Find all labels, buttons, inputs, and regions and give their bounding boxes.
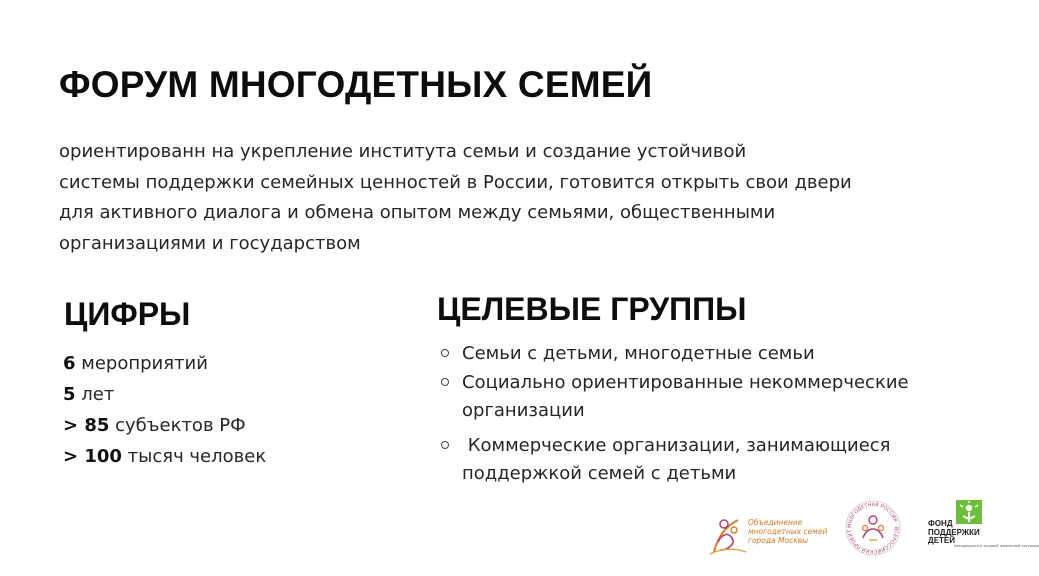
circle-bullet-icon bbox=[441, 441, 449, 449]
figures-list bbox=[63, 348, 266, 472]
logo1-line: многодетных семей bbox=[748, 527, 828, 536]
list-item bbox=[440, 340, 909, 369]
svg-text:МНОГОДЕТНАЯ РОССИЯ · ВСЕРОССИЙ bbox=[843, 498, 899, 555]
description-line: системы поддержки семейных ценностей в России, готовится открыть свои двери bbox=[59, 171, 852, 193]
family-figures-icon bbox=[708, 512, 748, 556]
forum-description bbox=[59, 137, 959, 259]
logo3-line: ФОНД bbox=[928, 519, 953, 528]
description-line: ориентированн на укрепление института семьи и создание устойчивой bbox=[59, 141, 747, 162]
figure-text: субъектов РФ bbox=[109, 415, 246, 436]
target-groups-list bbox=[440, 340, 909, 489]
figure-value: 6 bbox=[63, 353, 76, 374]
seal-ring-text: МНОГОДЕТНАЯ РОССИЯ · ВСЕРОССИЙСКИЙ ПРОЕКТ bbox=[846, 501, 900, 555]
figure-item bbox=[63, 348, 266, 379]
figure-item bbox=[63, 410, 266, 441]
logo1-caption bbox=[748, 518, 827, 545]
description-line: организациями и государством bbox=[59, 232, 361, 254]
moscow-families-union-logo bbox=[708, 512, 828, 556]
logo1-line: Объединение bbox=[748, 518, 803, 527]
figure-text: тысяч человек bbox=[121, 446, 267, 467]
figure-value: 5 bbox=[63, 384, 76, 405]
figure-text: мероприятий bbox=[75, 353, 208, 374]
list-item-text: Коммерческие организации, занимающиеся bbox=[462, 434, 891, 456]
logo3-line: ПОДДЕРЖКИ bbox=[928, 527, 980, 537]
description-line: для активного диалога и обмена опытом между семьями, общественными bbox=[59, 202, 776, 223]
page-title: ФОРУМ МНОГОДЕТНЫХ СЕМЕЙ bbox=[59, 64, 653, 105]
logo3-subcaption: находящихся в трудной жизненной ситуации bbox=[954, 544, 1039, 548]
list-item-text: организации bbox=[462, 400, 585, 421]
list-item bbox=[440, 432, 909, 489]
figure-value: > 85 bbox=[63, 415, 110, 436]
partner-logos bbox=[708, 496, 1039, 566]
list-item bbox=[440, 369, 909, 426]
logo3-line: ДЕТЕЙ bbox=[928, 536, 956, 545]
figure-text: лет bbox=[75, 384, 115, 405]
figures-heading: ЦИФРЫ bbox=[64, 296, 191, 332]
mnogodetnaya-rossiya-logo bbox=[843, 498, 903, 558]
circle-bullet-icon bbox=[441, 349, 449, 357]
logo3-caption bbox=[928, 520, 980, 546]
list-item-text: Социально ориентированные некоммерческие bbox=[462, 371, 909, 393]
logo1-line: города Москвы bbox=[748, 536, 809, 545]
children-support-fund-logo bbox=[928, 500, 1039, 562]
target-groups-heading: ЦЕЛЕВЫЕ ГРУППЫ bbox=[437, 291, 747, 327]
figure-value: > 100 bbox=[63, 446, 122, 467]
list-item-text: Семьи с детьми, многодетные семьи bbox=[462, 343, 815, 364]
figure-item bbox=[63, 441, 266, 472]
round-seal-icon bbox=[843, 498, 903, 558]
circle-bullet-icon bbox=[441, 378, 449, 386]
figure-item bbox=[63, 379, 266, 410]
list-item-text: поддержкой семей с детьми bbox=[462, 463, 737, 484]
